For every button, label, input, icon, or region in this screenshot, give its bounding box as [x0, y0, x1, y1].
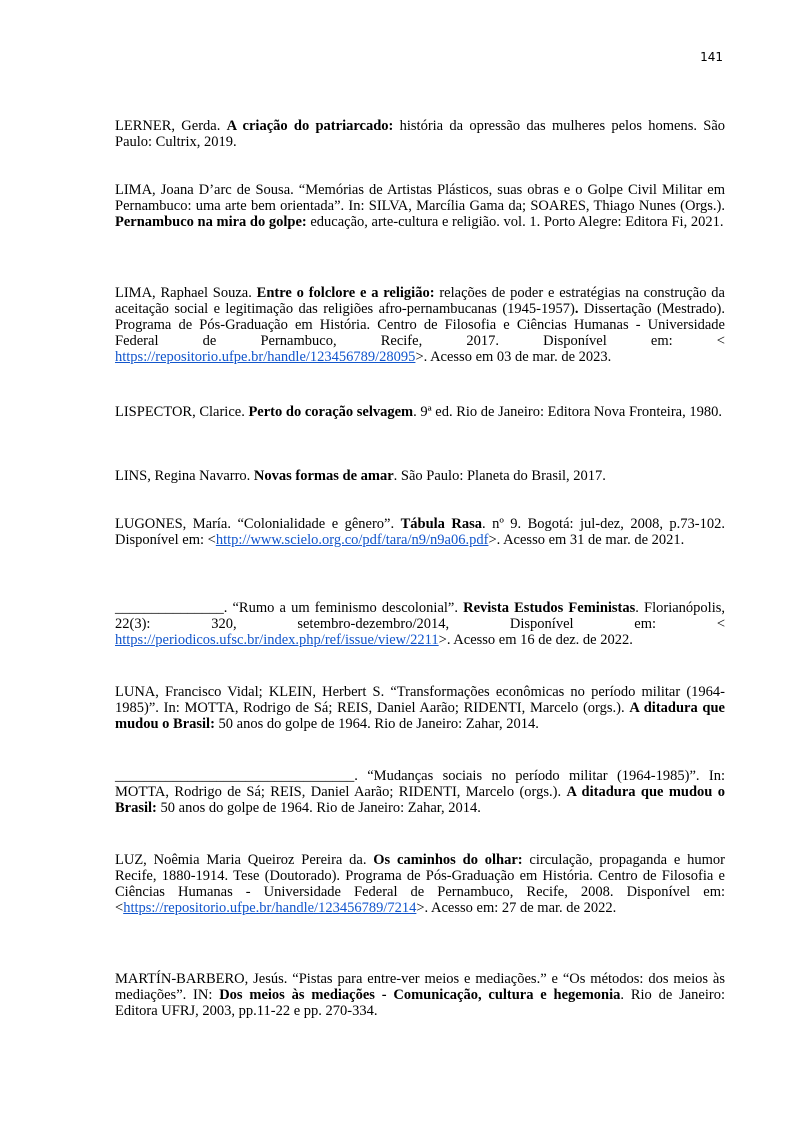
- ref-text: 50 anos do golpe de 1964. Rio de Janeiro: Zahar, 2014.: [214, 716, 539, 732]
- ref-title: Tábula Rasa: [400, 516, 482, 532]
- reference-lima-joana: [115, 182, 725, 230]
- ref-title: Dos meios às mediações - Comunicação, cultura e hegemonia: [219, 987, 621, 1003]
- reference-lugones-1: [115, 516, 725, 548]
- ref-title: Entre o folclore e a religião:: [256, 285, 435, 301]
- ref-title: A ditadura que mudou o Brasil:: [115, 784, 725, 816]
- ref-text: LIMA, Joana D’arc de Sousa. “Memórias de Artistas Plásticos, suas obras e o Golpe Civil Militar em Pernambuco: uma arte bem orientada”. In: SILVA, Marcília Gama da; SOARES, Thiago Nunes (Orgs.).: [115, 182, 725, 214]
- reference-lispector: [115, 404, 725, 420]
- ref-text: história da opressão das mulheres pelos homens. São Paulo: Cultrix, 2019.: [115, 118, 726, 150]
- page-number: 141: [700, 50, 723, 64]
- ref-link[interactable]: https://repositorio.ufpe.br/handle/123456789/7214: [123, 900, 417, 916]
- ref-text: 50 anos do golpe de 1964. Rio de Janeiro: Zahar, 2014.: [156, 800, 481, 816]
- reference-lugones-2: [115, 600, 725, 648]
- ref-text: . Florianópolis, 22(3): 320, setembro-dezembro/2014, Disponível em: <: [115, 600, 725, 632]
- ref-title: Pernambuco na mira do golpe:: [115, 214, 307, 230]
- ref-text: educação, arte-cultura e religião. vol. 1. Porto Alegre: Editora Fi, 2021.: [306, 214, 724, 230]
- ref-title: Perto do coração selvagem: [248, 404, 414, 420]
- reference-lima-raphael: [115, 285, 725, 365]
- ref-text: LINS, Regina Navarro.: [115, 468, 254, 484]
- ref-text: >. Acesso em 31 de mar. de 2021.: [488, 532, 685, 548]
- reference-luz: [115, 852, 725, 916]
- ref-text: MARTÍN-BARBERO, Jesús. “Pistas para entre-ver meios e mediações.” e “Os métodos: dos meios às mediações”. IN:: [115, 971, 725, 1003]
- ref-text: >. Acesso em 16 de dez. de 2022.: [438, 632, 633, 648]
- ref-text: relações de poder e estratégias na construção da aceitação social e legitimação das religiões afro-pernambucanas (1945-1957): [115, 285, 725, 317]
- ref-link[interactable]: https://repositorio.ufpe.br/handle/123456789/28095: [115, 349, 416, 365]
- ref-text: LUGONES, María. “Colonialidade e gênero”.: [115, 516, 401, 532]
- ref-link[interactable]: http://www.scielo.org.co/pdf/tara/n9/n9a06.pdf: [215, 532, 489, 548]
- ref-text: LIMA, Raphael Souza.: [115, 285, 257, 301]
- ref-title: Revista Estudos Feministas: [463, 600, 636, 616]
- reference-martin-barbero: [115, 971, 725, 1019]
- reference-lins: [115, 468, 725, 484]
- ref-text: _______________. “Rumo a um feminismo descolonial”.: [115, 600, 464, 616]
- reference-lerner: [115, 118, 725, 150]
- ref-title: A criação do patriarcado:: [226, 118, 394, 134]
- ref-text: . São Paulo: Planeta do Brasil, 2017.: [393, 468, 606, 484]
- ref-text: . nº 9. Bogotá: jul-dez, 2008, p.73-102. Disponível em: <: [115, 516, 725, 548]
- ref-text-bold: .: [574, 301, 579, 317]
- ref-text: >. Acesso em: 27 de mar. de 2022.: [416, 900, 617, 916]
- ref-text: _________________________________. “Mudanças sociais no período militar (1964-1985)”. In: MOTTA, Rodrigo de Sá; REIS, Daniel Aarão; RIDENTI, Marcelo (orgs.).: [115, 768, 725, 800]
- ref-text: Dissertação (Mestrado). Programa de Pós-Graduação em História. Centro de Filosofia e Ciências Humanas - Universidade Federal de Pernambuco, Recife, 2017. Disponível em: <: [115, 301, 725, 349]
- ref-text: LUZ, Noêmia Maria Queiroz Pereira da.: [115, 852, 374, 868]
- ref-text: . Rio de Janeiro: Editora UFRJ, 2003, pp.11-22 e pp. 270-334.: [115, 987, 725, 1019]
- ref-text: circulação, propaganda e humor Recife, 1880-1914. Tese (Doutorado). Programa de Pós-Graduação em História. Centro de Filosofia e Ciências Humanas - Universidade Federal de Pernambuco, Recife, 2008. Disponível em: <: [115, 852, 725, 916]
- ref-title: A ditadura que mudou o Brasil:: [115, 700, 725, 732]
- reference-luna-1: [115, 684, 725, 732]
- ref-text: LISPECTOR, Clarice.: [115, 404, 249, 420]
- ref-text: . 9ª ed. Rio de Janeiro: Editora Nova Fronteira, 1980.: [413, 404, 722, 420]
- ref-text: LUNA, Francisco Vidal; KLEIN, Herbert S. “Transformações econômicas no período militar (1964-1985)”. In: MOTTA, Rodrigo de Sá; REIS, Daniel Aarão; RIDENTI, Marcelo (orgs.).: [115, 684, 725, 716]
- ref-link[interactable]: https://periodicos.ufsc.br/index.php/ref/issue/view/2211: [115, 632, 439, 648]
- reference-luna-2: [115, 768, 725, 816]
- ref-text: >. Acesso em 03 de mar. de 2023.: [415, 349, 612, 365]
- ref-text: LERNER, Gerda.: [115, 118, 227, 134]
- ref-title: Os caminhos do olhar:: [373, 852, 523, 868]
- ref-title: Novas formas de amar: [253, 468, 394, 484]
